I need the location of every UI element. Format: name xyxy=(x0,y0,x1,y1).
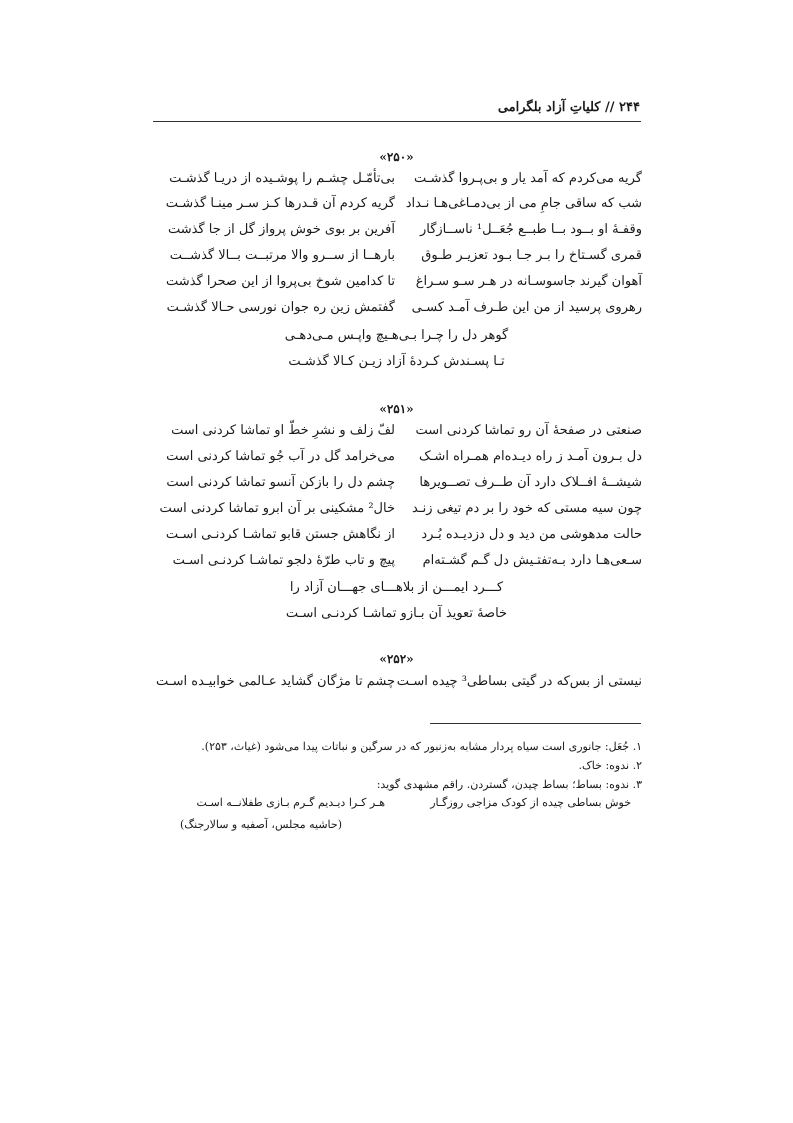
poem-number: «۲۵۲» xyxy=(379,652,414,666)
hemistich-left: بارهــا از ســرو والا مرتبــت بــالا گذشــت xyxy=(169,248,395,263)
footnote-verse-left: هـر کـرا دیـدیم گـرم بـازی طفلانــه اسـت xyxy=(196,796,385,809)
footnote: ۲. ندوه: خاک. xyxy=(578,759,642,772)
closing-line: خاصهٔ تعویذ آن بـازو تماشـا کردنـی اسـت xyxy=(285,606,508,621)
hemistich-left: بی‌تأمّـل چشـم را پوشـیده از دریـا گذشـت xyxy=(169,171,395,186)
hemistich-left: چشم دل را بازکن آنسو تماشا کردنی است xyxy=(166,475,395,490)
footnote-rule xyxy=(430,723,641,724)
hemistich-left: پیچ و تاب طرّهٔ دلجو تماشـا کردنـی اسـت xyxy=(172,553,395,568)
hemistich-right: شب که ساقی جامِ می از بی‌دمـاغی‌هـا نـداد xyxy=(405,196,642,211)
hemistich-right: شیشــهٔ افــلاک دارد آن طــرف تصــویرها xyxy=(419,475,642,490)
running-head: ۲۴۴ // کلیاتِ آزاد بلگرامی xyxy=(497,100,640,115)
footnote-verse-right: خوش بساطی چیده از کودک مزاجی روزگـار xyxy=(430,796,631,809)
hemistich-left: از نگاهش جستن قابو تماشـا کردنـی اسـت xyxy=(165,527,395,542)
hemistich-right: نیستی از بس‌که در گیتی بساطی³ چیده اسـت xyxy=(396,674,642,689)
hemistich-left: لفّ زلف و نشرِ خطّ او تماشا کردنی است xyxy=(171,423,395,438)
hemistich-right: حالت مدهوشی من دید و دل دزدیـده بُـرد xyxy=(421,527,642,542)
hemistich-left: تا کدامین شوخ بی‌پروا از این صحرا گذشت xyxy=(166,274,395,289)
hemistich-right: رهروی پرسید از من این طـرف آمـد کسـی xyxy=(411,300,642,315)
poem-number: «۲۵۰» xyxy=(379,150,414,164)
hemistich-left: گفتمش زین ره جوان نورسی حـالا گذشـت xyxy=(166,300,395,315)
footnote: ۱. جُعَل: جانوری است سیاه پردار مشابه به‌زنبور که در سرگین و نباتات پیدا می‌شود (غیاث، ۲۵۳). xyxy=(201,740,642,753)
hemistich-right: صنعتی در صفحهٔ آن رو تماشا کردنی است xyxy=(415,423,642,438)
closing-line: تـا پسـندش کـردهٔ آزاد زیـن کـالا گذشـت xyxy=(288,354,505,369)
footnote-source: (حاشیه مجلس، آصفیه و سالارجنگ) xyxy=(180,818,342,831)
hemistich-right: چون سیه مستی که خود را بر دم تیغی زنـد xyxy=(412,501,642,516)
hemistich-right: وقفـهٔ او بــود بــا طبــع جُعَــل¹ ناســازگار xyxy=(419,222,642,237)
footnote: ۳. ندوه: بساط؛ بساط چیدن، گستردن. راقم مشهدی گوید: xyxy=(376,778,642,791)
hemistich-left: آفرین بر بوی خوش پرواز گل از جا گذشت xyxy=(167,222,395,237)
header-rule xyxy=(153,121,641,122)
hemistich-right: سـعی‌هـا دارد بـه‌تفتـیش دل گـم گشـته‌ام xyxy=(422,553,642,568)
poem-number: «۲۵۱» xyxy=(379,402,414,416)
hemistich-right: قمری گسـتاخ را بـر جـا بـود تعزیـر طـوق xyxy=(421,248,642,263)
hemistich-left: خال² مشکینی بر آن ابرو تماشا کردنی است xyxy=(159,501,395,516)
closing-line: گوهر دل را چـرا بـی‌هـیچ واپـس مـی‌دهـی xyxy=(284,328,509,343)
hemistich-right: دل بـرون آمـد ز راه دیـده‌ام همـراه اشـک xyxy=(418,449,642,464)
closing-line: کـــرد ایمـــن از بلاهـــای جهـــان آزاد را xyxy=(289,580,504,595)
hemistich-left: می‌خرامد گل در آب جُو تماشا کردنی است xyxy=(166,449,395,464)
hemistich-right: آهوان گیرند جاسوسـانه در هـر سـو سـراغ xyxy=(415,274,642,289)
hemistich-left: گریه کردم آن قـدرها کـز سـر مینـا گذشـت xyxy=(165,196,395,211)
hemistich-left: چشم تا مژگان گشاید عـالمی خوابیـده اسـت xyxy=(156,674,395,689)
hemistich-right: گریه می‌کردم که آمد یار و بی‌پـروا گذشـت xyxy=(414,171,642,186)
